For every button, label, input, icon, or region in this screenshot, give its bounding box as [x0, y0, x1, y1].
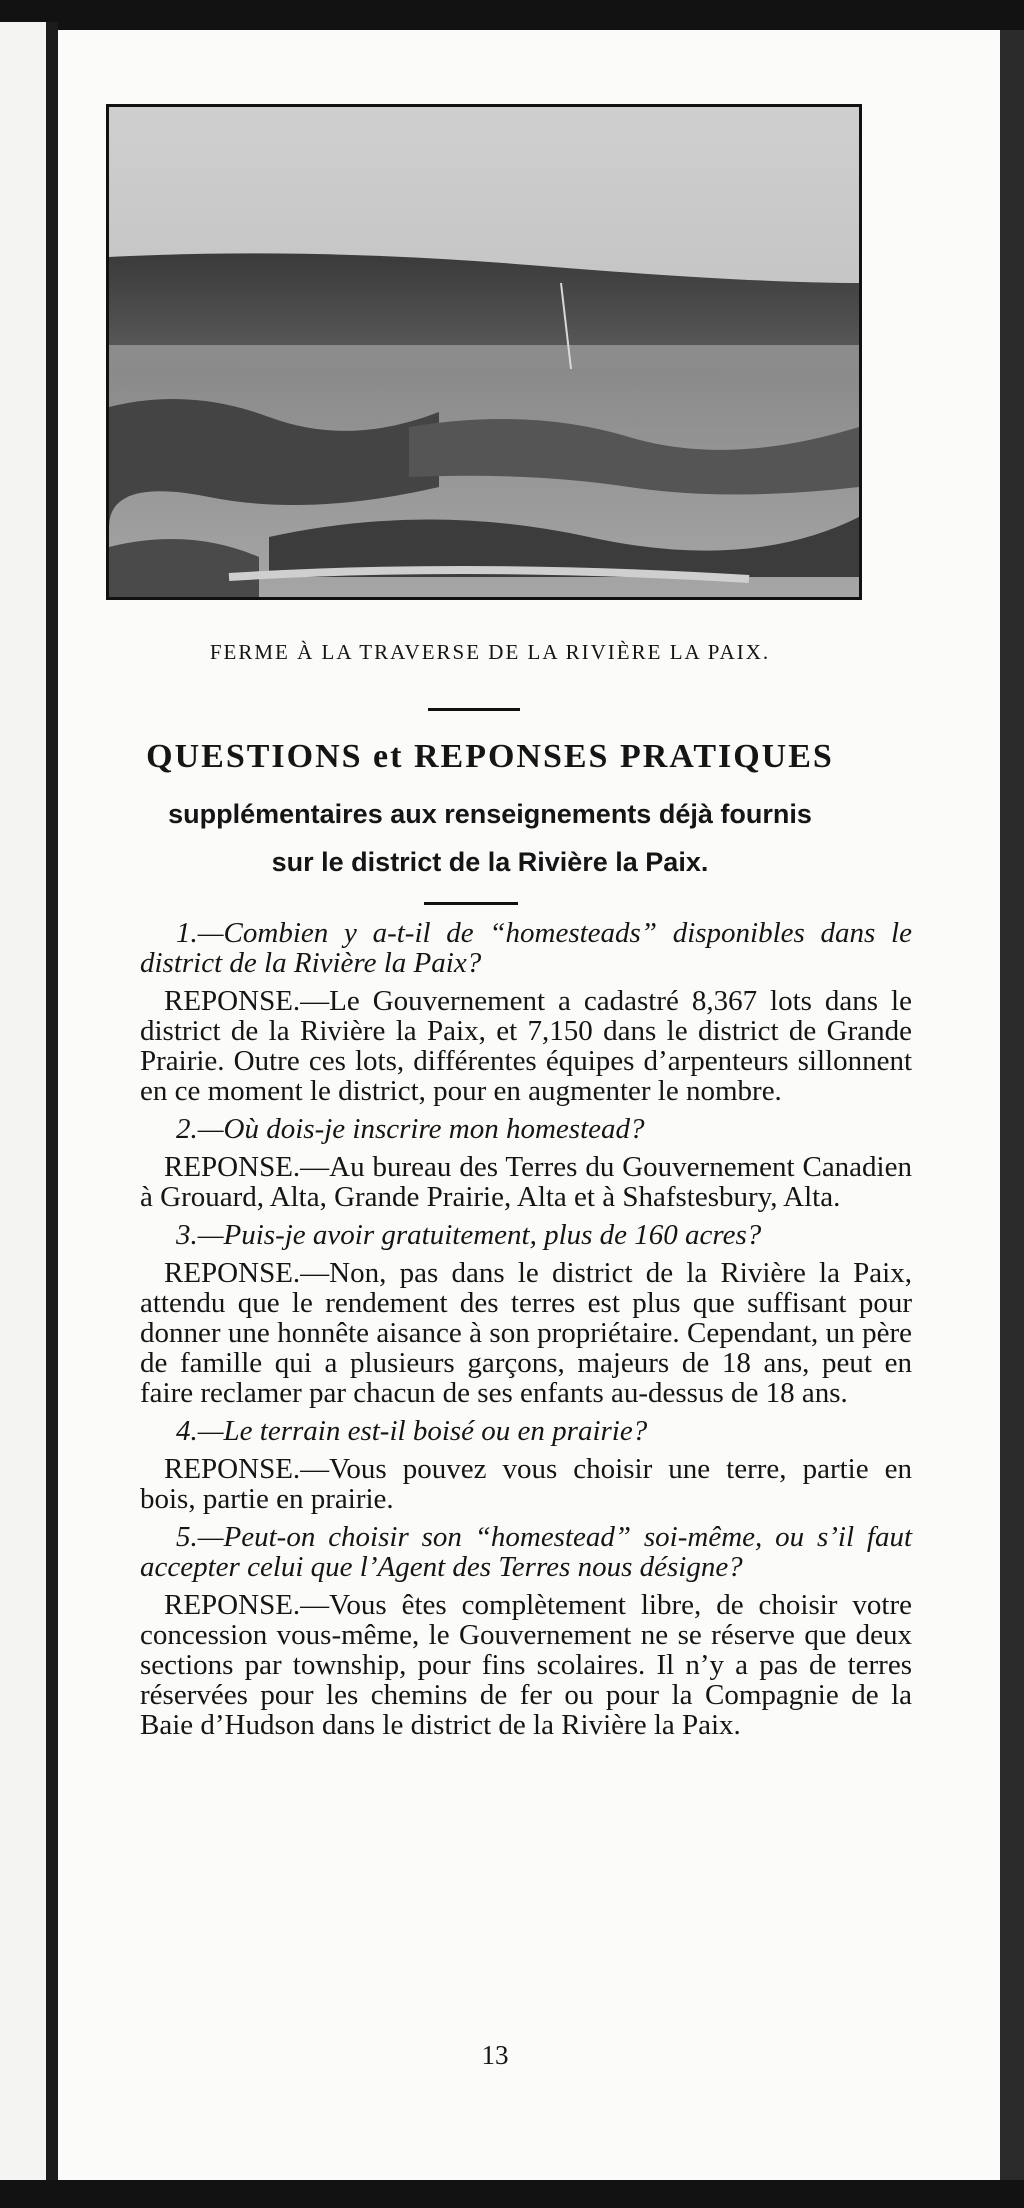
answer: REPONSE.—Le Gouvernement a cadastré 8,367 lots dans le district de la Rivière la Paix, et 7,150 dans le district de Grande Prairie. Outre ces lots, différentes équipes d’arpenteurs sillonnent en ce moment le district, pour en augmenter le nombre. [140, 985, 912, 1107]
question: 1.—Combien y a-t-il de “homesteads” disponibles dans le district de la Rivière la Paix? [140, 917, 912, 979]
subtitle-line: supplémentaires aux renseignements déjà fournis [168, 799, 812, 829]
answer: REPONSE.—Non, pas dans le district de la Rivière la Paix, attendu que le rendement des terres est plus que suffisant pour donner une honnête aisance à son propriétaire. Cependant, un père de famille qui a plusieurs garçons, majeurs de 18 ans, peut en faire reclamer par chacun de ses enfants au-dessus de 18 ans. [140, 1257, 912, 1409]
scan-right-edge [1000, 30, 1024, 2180]
question: 5.—Peut-on choisir son “homestead” soi-même, ou s’il faut accepter celui que l’Agent des Terres nous désigne? [140, 1521, 912, 1583]
photo-caption: FERME À LA TRAVERSE DE LA RIVIÈRE LA PAIX. [209, 640, 771, 664]
section-subtitle [90, 790, 890, 886]
answer: REPONSE.—Vous êtes complètement libre, de choisir votre concession vous-même, le Gouvernement ne se réserve que deux sections par township, pour fins scolaires. Il n’y a pas de terres réservées pour les chemins de fer ou pour la Compagnie de la Baie d’Hudson dans le district de la Rivière la Paix. [140, 1589, 912, 1741]
question: 4.—Le terrain est-il boisé ou en prairie? [176, 1415, 648, 1447]
landscape-photo [106, 104, 862, 600]
scan-bottom-border [0, 2180, 1024, 2208]
section-title: QUESTIONS et REPONSES PRATIQUES [146, 738, 834, 775]
answer: REPONSE.—Vous pouvez vous choisir une terre, partie en bois, partie en prairie. [140, 1453, 912, 1515]
scan-left-margin [0, 22, 46, 2192]
subtitle-line: sur le district de la Rivière la Paix. [271, 847, 709, 877]
qa-list [140, 918, 912, 1740]
divider-rule-bottom [424, 902, 518, 905]
answer: REPONSE.—Au bureau des Terres du Gouvernement Canadien à Grouard, Alta, Grande Prairie, Alta et à Shafstesbury, Alta. [140, 1151, 912, 1213]
question: 2.—Où dois-je inscrire mon homestead? [176, 1113, 645, 1145]
scan-top-border [0, 0, 1024, 30]
scan-left-edge [46, 22, 58, 2192]
divider-rule-top [428, 708, 520, 711]
landscape-photo-image [109, 107, 859, 597]
page-number: 13 [481, 2040, 509, 2070]
question: 3.—Puis-je avoir gratuitement, plus de 160 acres? [176, 1219, 762, 1251]
